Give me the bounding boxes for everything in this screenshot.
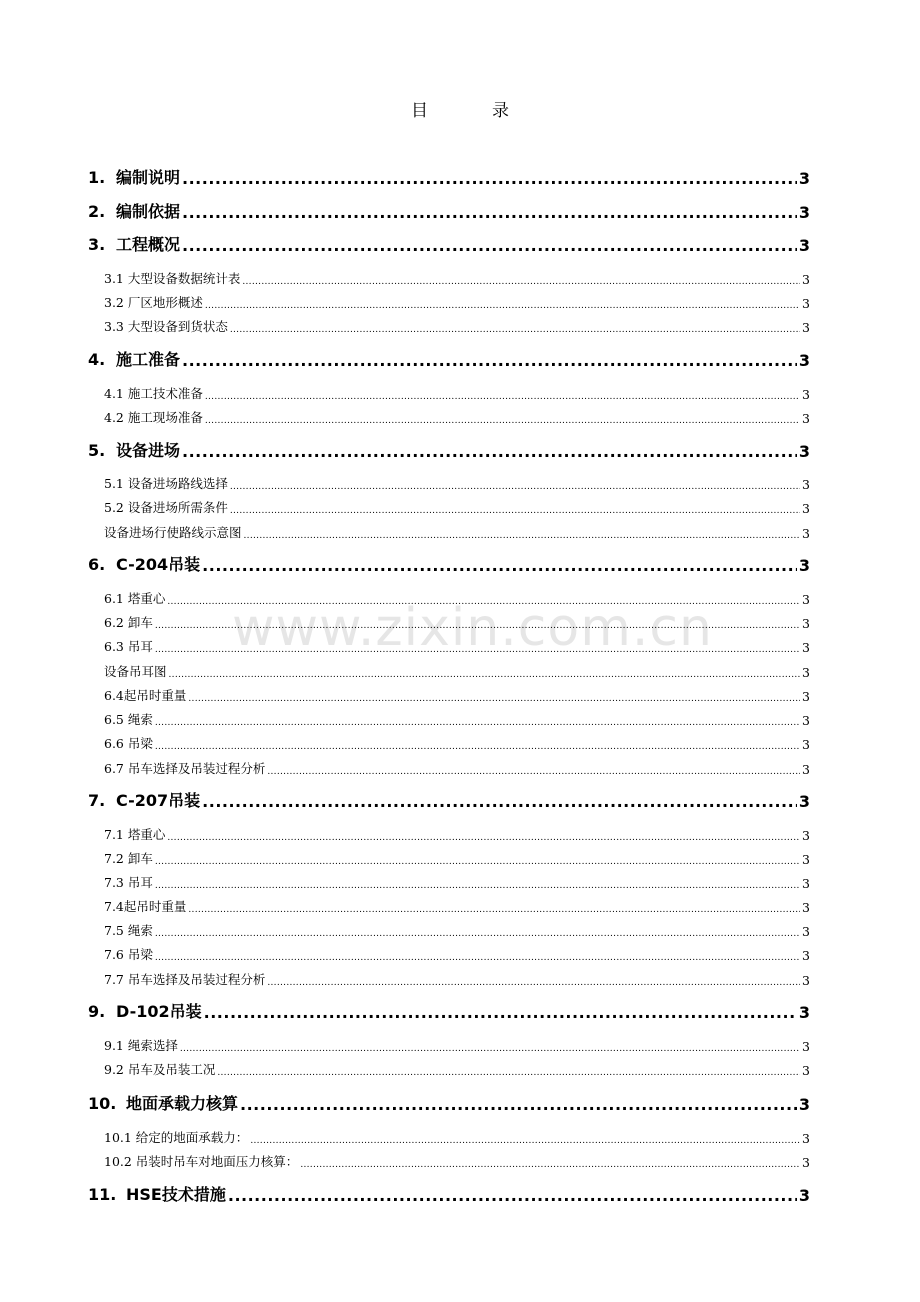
toc-section-entry[interactable] [104, 686, 810, 704]
toc-entry-label [104, 1036, 178, 1054]
toc-page-number: 3 [798, 792, 810, 811]
toc-entry-label [88, 165, 180, 188]
toc-entry-label [88, 552, 200, 575]
toc-page-number: 3 [802, 876, 810, 891]
toc-entry-number: 10. [88, 1094, 117, 1113]
toc-dot-leader [182, 203, 797, 222]
toc-page-number: 3 [798, 556, 810, 575]
toc-section-entry[interactable] [104, 637, 810, 655]
toc-dot-leader [202, 556, 797, 575]
toc-entry-number: 3. [88, 235, 106, 254]
toc-entry-text: 编制说明 [116, 168, 181, 187]
toc-page-number: 3 [798, 442, 810, 461]
toc-chapter-entry[interactable] [88, 348, 810, 370]
toc-entry-text: 7.1 塔重心 [104, 827, 166, 842]
toc-entry-text: 6.6 吊梁 [104, 736, 153, 751]
toc-chapter-entry[interactable] [88, 439, 810, 461]
toc-section-entry[interactable] [104, 710, 810, 728]
toc-entry-number: 2. [88, 202, 106, 221]
toc-entry-number: 6. [88, 555, 106, 574]
toc-entry-text: 工程概况 [116, 235, 181, 254]
toc-page-number: 3 [802, 592, 810, 607]
toc-entry-text: 6.5 绳索 [104, 712, 153, 727]
toc-dot-leader [155, 852, 800, 867]
toc-dot-leader [205, 387, 800, 402]
toc-entry-label [104, 662, 167, 680]
toc-page-number: 3 [802, 1155, 810, 1170]
toc-entry-label [104, 873, 153, 891]
toc-dot-leader [182, 236, 797, 255]
toc-section-entry[interactable] [104, 1036, 810, 1054]
toc-page-number: 3 [802, 320, 810, 335]
toc-entry-text: 10.2 吊装时吊车对地面压力核算： [104, 1154, 299, 1169]
toc-entry-label [104, 589, 165, 607]
toc-dot-leader [217, 1063, 800, 1078]
toc-dot-leader [267, 973, 800, 988]
toc-entry-label [104, 1128, 248, 1146]
toc-entry-label [104, 921, 153, 939]
toc-page-number: 3 [802, 1039, 810, 1054]
toc-page-number: 3 [802, 296, 810, 311]
toc-dot-leader [155, 876, 800, 891]
toc-page-number: 3 [802, 762, 810, 777]
toc-section-entry[interactable] [104, 873, 810, 891]
toc-entry-text: 7.2 卸车 [104, 851, 153, 866]
toc-entry-label [104, 498, 228, 516]
toc-entry-number: 4. [88, 350, 106, 369]
toc-chapter-entry[interactable] [88, 200, 810, 222]
toc-entry-number: 1. [88, 168, 106, 187]
toc-dot-leader [182, 169, 797, 188]
toc-dot-leader [230, 501, 800, 516]
toc-entry-label [104, 474, 228, 492]
toc-entry-label [104, 1152, 298, 1170]
toc-section-entry[interactable] [104, 1152, 810, 1170]
toc-section-entry[interactable] [104, 293, 810, 311]
toc-entry-text: 设备进场 [116, 441, 181, 460]
toc-entry-text: 3.3 大型设备到货状态 [104, 319, 228, 334]
toc-dot-leader [228, 1186, 797, 1205]
toc-entry-text: 编制依据 [116, 202, 181, 221]
toc-dot-leader [155, 737, 800, 752]
toc-section-entry[interactable] [104, 970, 810, 988]
toc-page-number: 3 [802, 616, 810, 631]
toc-chapter-entry[interactable] [88, 166, 810, 188]
toc-page-number: 3 [802, 640, 810, 655]
watermark: www.zixin.com.cn [232, 598, 713, 658]
toc-page-number: 3 [802, 1063, 810, 1078]
toc-dot-leader [267, 762, 800, 777]
toc-page-number: 3 [802, 900, 810, 915]
toc-dot-leader [205, 411, 800, 426]
toc-entry-label [104, 408, 203, 426]
toc-entry-text: 3.1 大型设备数据统计表 [104, 271, 241, 286]
toc-entry-text: 9.2 吊车及吊装工况 [104, 1062, 216, 1077]
toc-entry-label [104, 293, 203, 311]
toc-entry-label [88, 232, 180, 255]
toc-section-entry[interactable] [104, 1060, 810, 1078]
toc-entry-label [104, 686, 186, 704]
toc-entry-label [104, 759, 265, 777]
toc-entry-label [104, 710, 153, 728]
toc-entry-label [104, 637, 153, 655]
toc-chapter-entry[interactable] [88, 553, 810, 575]
toc-page-number: 3 [802, 272, 810, 287]
toc-chapter-entry[interactable] [88, 1183, 810, 1205]
toc-entry-text: 7.7 吊车选择及吊装过程分析 [104, 972, 266, 987]
toc-entry-text: 4.1 施工技术准备 [104, 386, 203, 401]
toc-entry-number: 5. [88, 441, 106, 460]
toc-page-number: 3 [802, 852, 810, 867]
toc-dot-leader [167, 828, 800, 843]
toc-page-number: 3 [802, 689, 810, 704]
toc-entry-text: 6.7 吊车选择及吊装过程分析 [104, 761, 266, 776]
toc-entry-text: 7.5 绳索 [104, 923, 153, 938]
toc-dot-leader [230, 320, 800, 335]
toc-section-entry[interactable] [104, 408, 810, 426]
toc-entry-label [104, 945, 153, 963]
toc-entry-label [104, 523, 242, 541]
toc-page-number: 3 [802, 411, 810, 426]
toc-entry-label [104, 269, 240, 287]
toc-entry-label [104, 613, 153, 631]
toc-entry-text: 6.1 塔重心 [104, 591, 166, 606]
toc-page-number: 3 [802, 973, 810, 988]
toc-page-number: 3 [798, 1003, 810, 1022]
toc-entry-label [104, 825, 165, 843]
toc-entry-label [88, 347, 180, 370]
toc-dot-leader [167, 592, 800, 607]
toc-page-number: 3 [802, 948, 810, 963]
toc-entry-text: 9.1 绳索选择 [104, 1038, 178, 1053]
toc-dot-leader [180, 1039, 800, 1054]
toc-dot-leader [169, 665, 801, 680]
toc-section-entry[interactable] [104, 589, 810, 607]
toc-section-entry[interactable] [104, 613, 810, 631]
toc-entry-label [104, 849, 153, 867]
toc-entry-label [104, 734, 153, 752]
toc-section-entry[interactable] [104, 945, 810, 963]
toc-page-number: 3 [802, 737, 810, 752]
toc-dot-leader [182, 351, 797, 370]
toc-dot-leader [244, 526, 801, 541]
toc-page-number: 3 [798, 236, 810, 255]
toc-section-entry[interactable] [104, 921, 810, 939]
page-title-char-2: 录 [492, 101, 509, 121]
toc-entry-label [88, 999, 202, 1022]
page-title-char-1: 目 [411, 101, 428, 121]
toc-entry-text: 5.2 设备进场所需条件 [104, 500, 228, 515]
toc-dot-leader [205, 296, 800, 311]
toc-entry-text: 地面承载力核算 [126, 1094, 239, 1113]
toc-page-number: 3 [802, 924, 810, 939]
toc-entry-label [104, 970, 265, 988]
toc-entry-text: 7.4起吊时重量 [104, 899, 187, 914]
toc-section-entry[interactable] [104, 523, 810, 541]
toc-section-entry[interactable] [104, 498, 810, 516]
toc-entry-text: D-102吊装 [116, 1002, 202, 1021]
toc-page-number: 3 [802, 1131, 810, 1146]
toc-section-entry[interactable] [104, 825, 810, 843]
toc-section-entry[interactable] [104, 759, 810, 777]
toc-entry-number: 9. [88, 1002, 106, 1021]
toc-dot-leader [155, 924, 800, 939]
toc-entry-number: 7. [88, 791, 106, 810]
toc-section-entry[interactable] [104, 384, 810, 402]
toc-page-number: 3 [802, 526, 810, 541]
toc-entry-label [88, 199, 180, 222]
toc-dot-leader [188, 900, 800, 915]
toc-dot-leader [155, 640, 800, 655]
toc-entry-text: HSE技术措施 [126, 1185, 226, 1204]
toc-dot-leader [182, 442, 797, 461]
toc-entry-label [104, 1060, 215, 1078]
toc-entry-label [104, 897, 186, 915]
toc-page-number: 3 [802, 828, 810, 843]
toc-section-entry[interactable] [104, 269, 810, 287]
toc-entry-text: C-207吊装 [116, 791, 201, 810]
toc-page-number: 3 [802, 477, 810, 492]
toc-entry-label [104, 317, 228, 335]
toc-entry-text: 6.3 吊耳 [104, 639, 153, 654]
toc-dot-leader [230, 477, 800, 492]
toc-chapter-entry[interactable] [88, 789, 810, 811]
toc-chapter-entry[interactable] [88, 1092, 810, 1114]
toc-entry-text: 10.1 给定的地面承载力： [104, 1130, 249, 1145]
toc-dot-leader [250, 1131, 800, 1146]
toc-entry-text: 6.4起吊时重量 [104, 688, 187, 703]
toc-entry-text: 7.3 吊耳 [104, 875, 153, 890]
toc-entry-text: 6.2 卸车 [104, 615, 153, 630]
toc-entry-label [104, 384, 203, 402]
toc-dot-leader [300, 1155, 800, 1170]
toc-entry-label [88, 788, 200, 811]
toc-section-entry[interactable] [104, 317, 810, 335]
toc-section-entry[interactable] [104, 849, 810, 867]
toc-dot-leader [202, 792, 797, 811]
toc-entry-text: 4.2 施工现场准备 [104, 410, 203, 425]
toc-dot-leader [155, 616, 800, 631]
toc-dot-leader [204, 1003, 797, 1022]
toc-dot-leader [155, 948, 800, 963]
toc-page-number: 3 [798, 1186, 810, 1205]
toc-entry-text: 3.2 厂区地形概述 [104, 295, 203, 310]
toc-entry-label [88, 1091, 238, 1114]
toc-section-entry[interactable] [104, 1128, 810, 1146]
toc-section-entry[interactable] [104, 897, 810, 915]
toc-dot-leader [188, 689, 800, 704]
toc-page-number: 3 [802, 713, 810, 728]
toc-dot-leader [240, 1095, 797, 1114]
toc-section-entry[interactable] [104, 734, 810, 752]
toc-dot-leader [242, 272, 800, 287]
toc-page-number: 3 [802, 665, 810, 680]
toc-entry-text: C-204吊装 [116, 555, 201, 574]
toc-section-entry[interactable] [104, 662, 810, 680]
toc-page-number: 3 [802, 501, 810, 516]
toc-entry-text: 施工准备 [116, 350, 181, 369]
toc-entry-label [88, 1182, 226, 1205]
toc-entry-number: 11. [88, 1185, 117, 1204]
toc-entry-text: 设备吊耳图 [104, 664, 167, 679]
toc-entry-text: 5.1 设备进场路线选择 [104, 476, 228, 491]
toc-dot-leader [155, 713, 800, 728]
toc-entry-text: 设备进场行使路线示意图 [104, 525, 242, 540]
toc-page-number: 3 [798, 351, 810, 370]
toc-chapter-entry[interactable] [88, 233, 810, 255]
toc-chapter-entry[interactable] [88, 1000, 810, 1022]
toc-page-number: 3 [798, 1095, 810, 1114]
toc-entry-label [88, 438, 180, 461]
toc-page-number: 3 [802, 387, 810, 402]
toc-page-number: 3 [798, 169, 810, 188]
toc-page-number: 3 [798, 203, 810, 222]
toc-section-entry[interactable] [104, 474, 810, 492]
toc-entry-text: 7.6 吊梁 [104, 947, 153, 962]
